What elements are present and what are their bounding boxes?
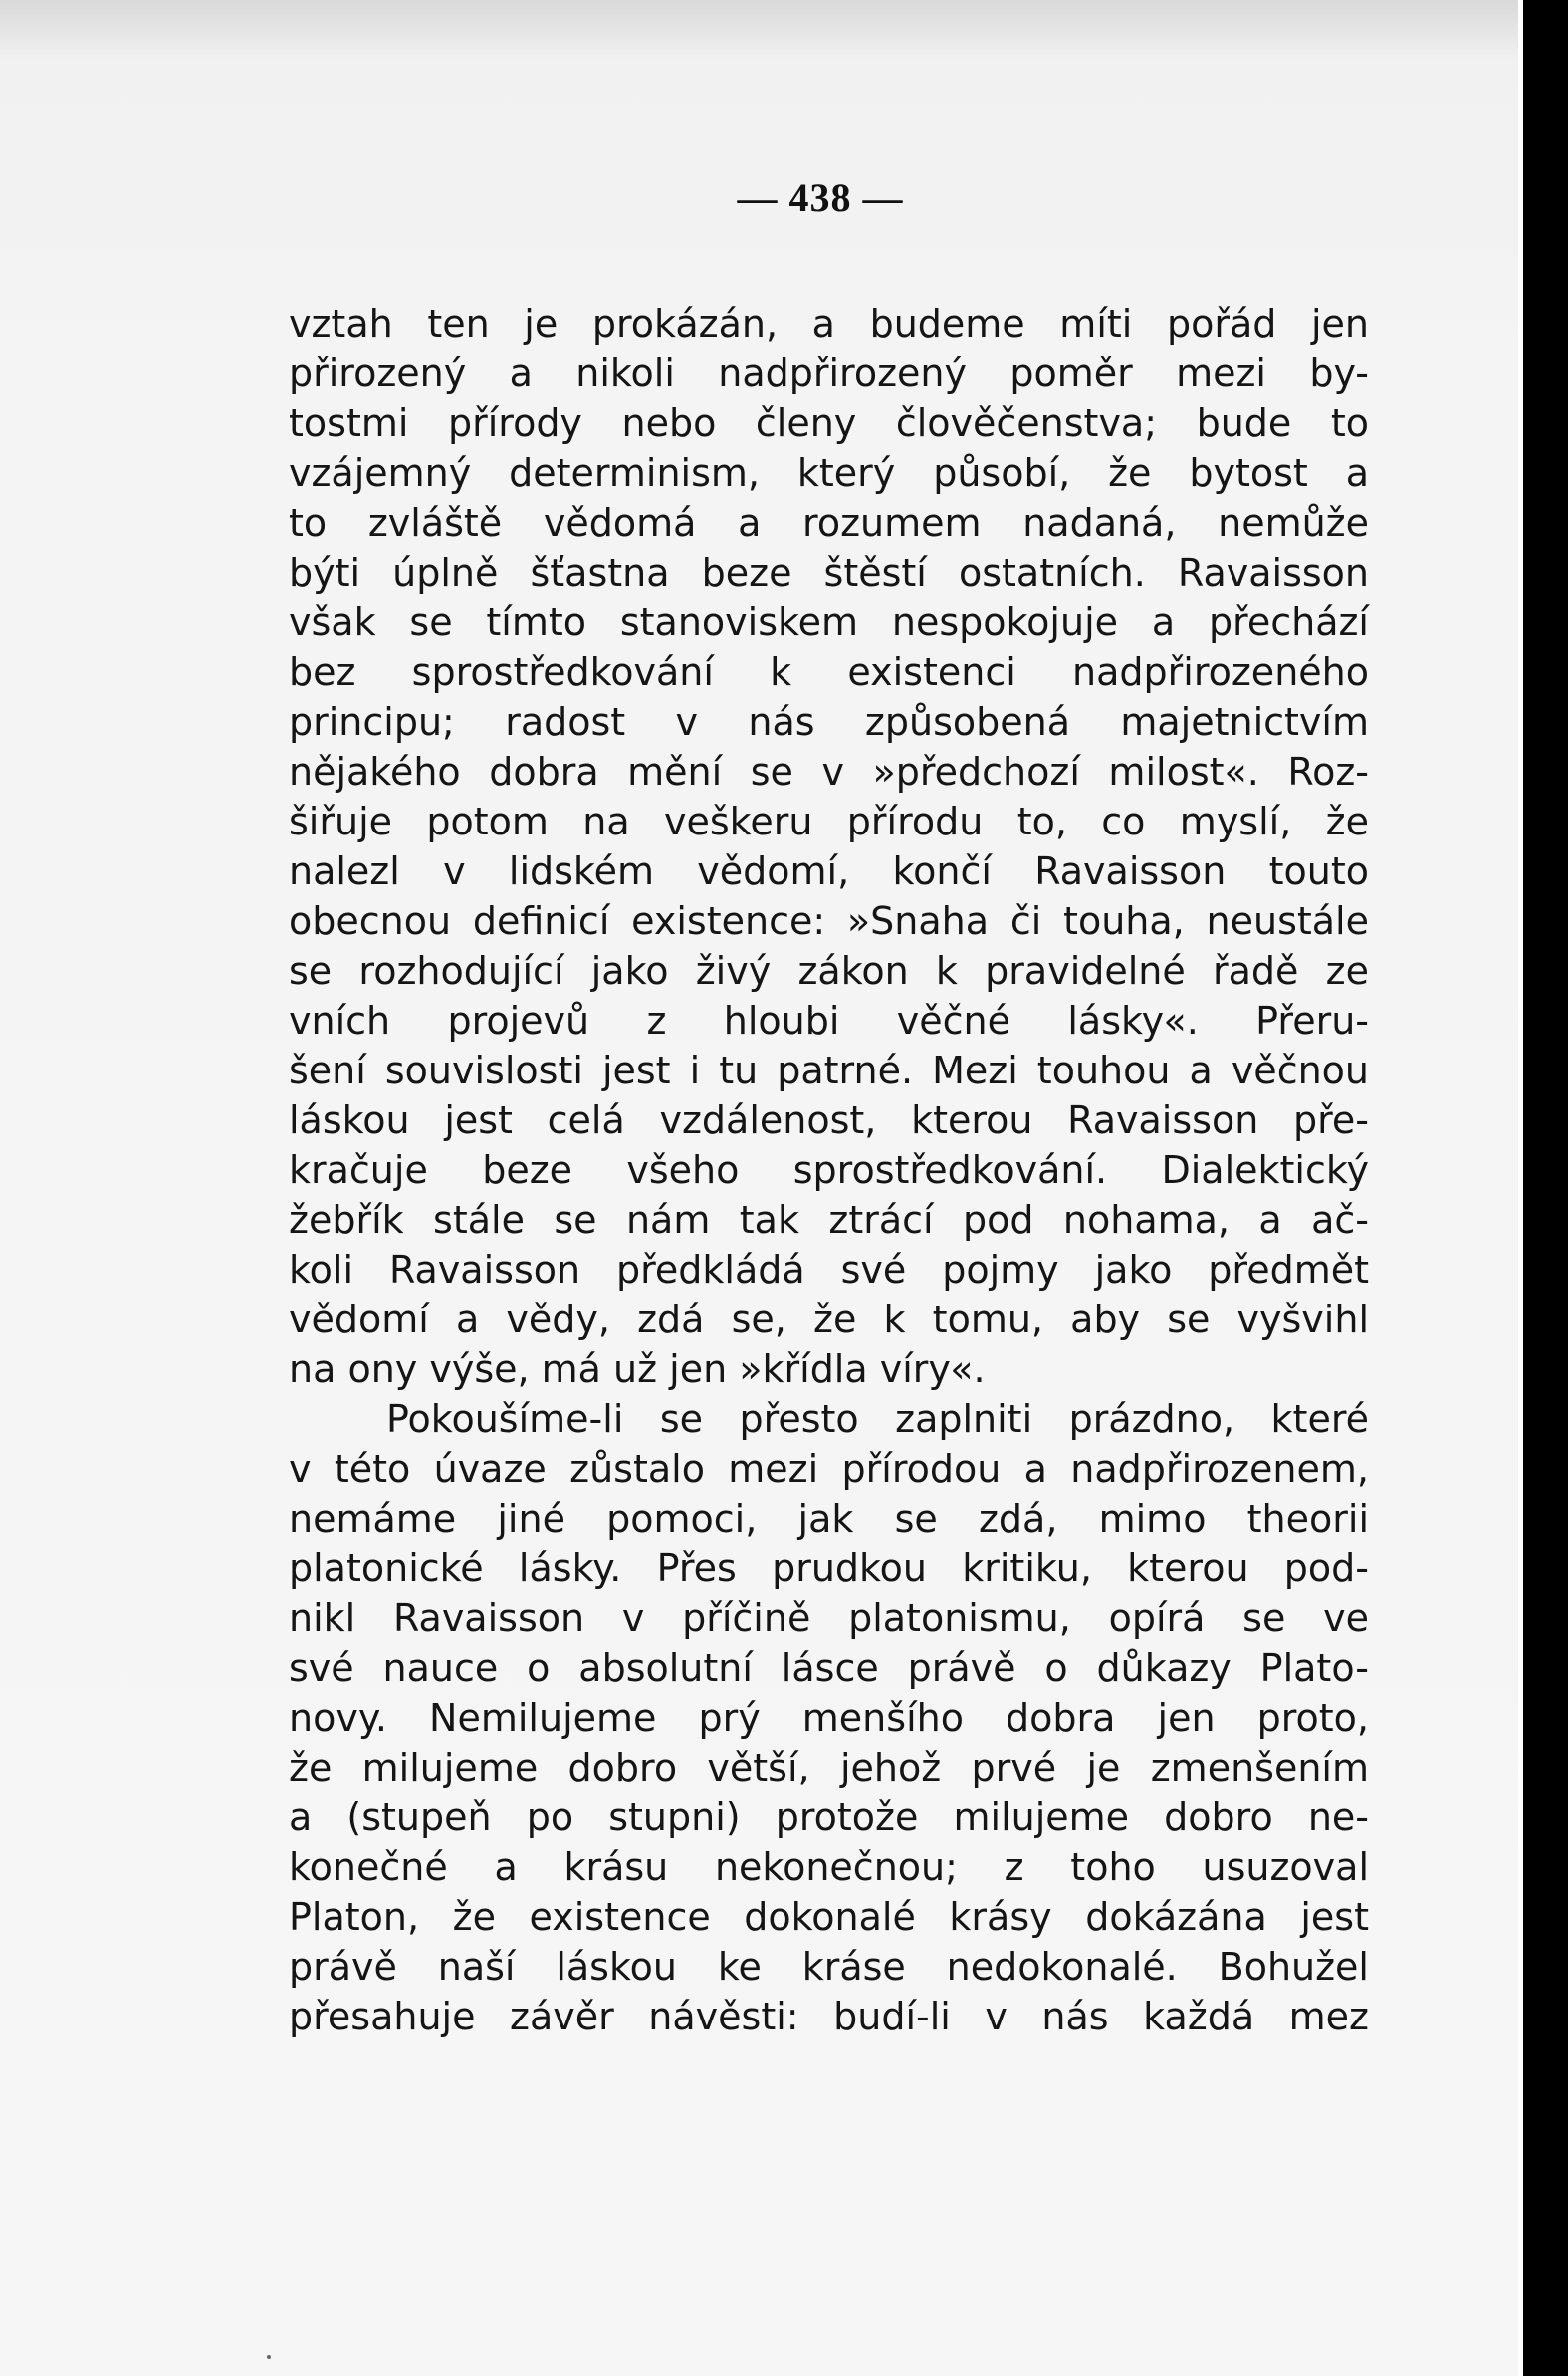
text-line: nemáme jiné pomoci, jak se zdá, mimo theorii — [289, 1497, 1369, 1541]
text-line: principu; radost v nás způsobená majetnictvím — [289, 700, 1369, 744]
text-line: vzájemný determinism, který působí, že bytost a — [289, 451, 1369, 495]
text-line: Platon, že existence dokonalé krásy dokázána jest — [289, 1895, 1369, 1939]
text-line: to zvláště vědomá a rozumem nadaná, nemůže — [289, 501, 1369, 545]
text-line: obecnou definicí existence: »Snaha či touha, neustále — [289, 899, 1369, 943]
text-line: platonické lásky. Přes prudkou kritiku, kterou pod- — [289, 1546, 1369, 1590]
text-line: šení souvislosti jest i tu patrné. Mezi touhou a věčnou — [289, 1049, 1369, 1092]
text-line: žebřík stále se nám tak ztrácí pod nohama, a ač- — [289, 1198, 1369, 1242]
text-line: vztah ten je prokázán, a budeme míti pořád jen — [289, 302, 1369, 346]
paragraph-2 — [289, 1394, 1369, 2041]
text-line: býti úplně šťastna beze štěstí ostatních. Ravaisson — [289, 551, 1369, 594]
text-line: však se tímto stanoviskem nespokojuje a přechází — [289, 600, 1369, 644]
text-line: a (stupeň po stupni) protože milujeme dobro ne- — [289, 1795, 1369, 1839]
text-line: novy. Nemilujeme prý menšího dobra jen proto, — [289, 1696, 1369, 1740]
page-number: — 438 — — [737, 175, 904, 220]
text-line: nějakého dobra mění se v »předchozí milost«. Roz- — [289, 750, 1369, 794]
text-line: na ony výše, má už jen »křídla víry«. — [289, 1347, 986, 1391]
text-line: se rozhodující jako živý zákon k pravidelné řadě ze — [289, 949, 1369, 993]
text-line: láskou jest celá vzdálenost, kterou Ravaisson pře- — [289, 1098, 1369, 1142]
paragraph-1 — [289, 299, 1369, 1394]
text-line: Pokoušíme-li se přesto zaplniti prázdno, které — [386, 1397, 1369, 1441]
text-line: své nauce o absolutní lásce právě o důkazy Plato- — [289, 1646, 1369, 1690]
text-line: přesahuje závěr návěsti: budí-li v nás každá mez — [289, 1995, 1369, 2038]
text-line: vních projevů z hloubi věčné lásky«. Přeru- — [289, 999, 1369, 1043]
text-line: vědomí a vědy, zdá se, že k tomu, aby se vyšvihl — [289, 1298, 1369, 1341]
ink-speck — [267, 2355, 271, 2359]
text-line: nalezl v lidském vědomí, končí Ravaisson touto — [289, 849, 1369, 893]
text-line: kračuje beze všeho sprostředkování. Dialektický — [289, 1148, 1369, 1192]
text-line: koli Ravaisson předkládá své pojmy jako předmět — [289, 1248, 1369, 1292]
text-line: šiřuje potom na veškeru přírodu to, co myslí, že — [289, 800, 1369, 843]
text-line: tostmi přírody nebo členy člověčenstva; bude to — [289, 401, 1369, 445]
text-line: konečné a krásu nekonečnou; z toho usuzoval — [289, 1845, 1369, 1889]
text-line: nikl Ravaisson v příčině platonismu, opírá se ve — [289, 1596, 1369, 1640]
page-edge-line — [1518, 0, 1523, 2376]
text-line: že milujeme dobro větší, jehož prvé je zmenšením — [289, 1746, 1369, 1789]
text-line: bez sprostředkování k existenci nadpřirozeného — [289, 650, 1369, 694]
text-line: právě naší láskou ke kráse nedokonalé. Bohužel — [289, 1945, 1369, 1989]
body-text — [289, 299, 1369, 2041]
text-line: v této úvaze zůstalo mezi přírodou a nadpřirozenem, — [289, 1447, 1369, 1491]
text-line: přirozený a nikoli nadpřirozený poměr mezi by- — [289, 352, 1369, 395]
